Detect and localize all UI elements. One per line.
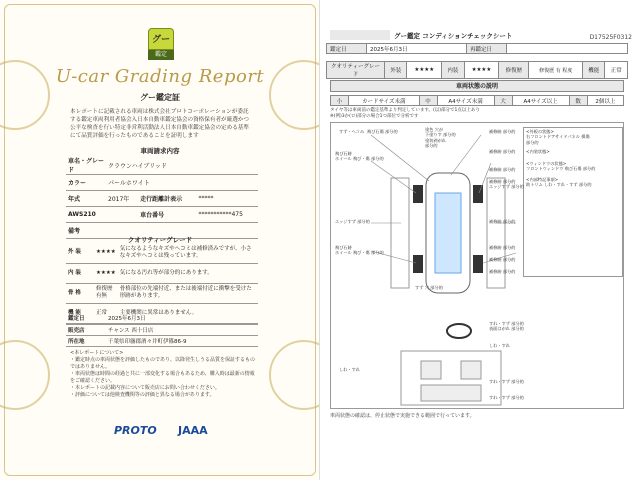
steering-wheel-icon (447, 324, 471, 338)
legend-value: A4サイズ未満 (437, 96, 494, 106)
vehicle-value: パールホワイト (106, 175, 258, 191)
damage-note: エッジすず 部分的 (335, 219, 370, 224)
damage-note: 飛び石傷 部分的 (367, 129, 398, 134)
damage-note: 飛び石跡 ホイール 飛び・傷 部分的 (335, 151, 384, 162)
repair-value: 修復歴 有 程度 (529, 62, 583, 79)
seat-front-left (421, 361, 441, 379)
damage-note: 補修跡 部分的 (489, 257, 516, 262)
damage-note: 塗色 穴が 下塗りす 部分的 塗装剥がれ 部分的 (425, 127, 456, 149)
tire-front-left (413, 185, 423, 203)
certificate-name: グー鑑定証 (140, 93, 180, 102)
damage-note: 飛び石跡 ホイール 飛び・傷 部分的 (335, 245, 384, 256)
sheet-title: グー鑑定 コンディションチェックシート (394, 32, 513, 40)
seat-front-right (461, 361, 481, 379)
leader-line (371, 161, 416, 193)
interior-rating: ★★★★ (464, 62, 499, 79)
appraisal-date-table (326, 43, 628, 54)
vehicle-key: カラー (66, 175, 106, 191)
damage-note: 補修跡 部分的 (489, 269, 516, 274)
quality-key: 内 装 (66, 263, 94, 283)
table-row (66, 283, 258, 303)
vehicle-key: 車名・グレード (68, 158, 105, 174)
appraisal-date-value: 2025年6月3日 (367, 44, 467, 54)
quality-rating: 正常 (94, 303, 118, 323)
tire-rear-left (413, 255, 423, 273)
dealer-table (66, 313, 258, 347)
recheck-date-label: 再鑑定日 (467, 44, 507, 54)
proto-logo: PROTO (114, 424, 157, 437)
damage-note: すれ・すず 部分的 (489, 379, 524, 384)
exterior-label: 外装 (385, 62, 407, 79)
dealer-key: 鑑定日 (66, 313, 106, 324)
vehicle-key: 走行距離計表示 (138, 191, 196, 207)
vehicle-section-title: 車両請求内容 (140, 147, 180, 155)
vehicle-value: クラウンハイブリッド (106, 156, 258, 175)
damage-note: 補修跡 部分的 (489, 149, 516, 154)
tire-rear-right (473, 255, 483, 273)
quality-section-title: クオリティーグレード (127, 236, 193, 244)
goo-logo-strip (330, 30, 390, 40)
function-label: 機能 (583, 62, 605, 79)
legend-key: 数 (569, 96, 587, 106)
vehicle-value: 2017年 (106, 191, 138, 207)
legend-note: タイヤ等は車両前の鑑定基準より判定しています。(以)部分で1点以上あり ※(例)3か(ロ)部分の場合1つ部位で分析です (330, 108, 480, 119)
jaaa-logo: JAAA (178, 424, 208, 437)
appraisal-date-label: 鑑定日 (327, 44, 367, 54)
quality-description: 骨格部位の先端付近、または後端付近に衝撃を受けた形跡があります。 (118, 283, 258, 303)
interior-summary: <内装状態> (526, 149, 550, 154)
legend-key: 中 (419, 96, 437, 106)
vehicle-key: 車台番号 (138, 207, 196, 223)
vehicle-value (106, 207, 138, 223)
table-row (66, 191, 258, 207)
quality-description: 気になるようなキズやヘコミは補修済みですが、小さなキズやヘコミは残っています。 (118, 243, 258, 263)
dealer-value: 2025年6月3日 (106, 313, 258, 324)
car-left-side (391, 178, 409, 288)
goo-appraisal-badge (148, 28, 174, 60)
badge-top-label: グー (148, 28, 174, 50)
legend-value: 2個以上 (587, 96, 623, 106)
recheck-date-value (507, 44, 628, 54)
legend-value: A4サイズ以上 (512, 96, 569, 106)
table-row (66, 263, 258, 283)
table-row (327, 62, 628, 79)
special-notes-summary: <内部特記事項> 助トリム しわ・すれ・すず 部分的 (526, 177, 592, 188)
document-id: D17525F0312 (589, 34, 632, 41)
legend-key: 大 (494, 96, 512, 106)
size-legend-table (330, 95, 624, 106)
damage-note: しわ・すれ (489, 343, 510, 348)
exterior-rating: ★★★★ (407, 62, 442, 79)
damage-note: しわ・すれ (339, 367, 360, 372)
table-row (66, 156, 258, 175)
quality-rating: ★★★★ (94, 263, 118, 283)
damage-note: 補修跡 部分的 (489, 167, 516, 172)
vehicle-model-code: AWS210 (66, 207, 106, 223)
dealer-key: 所在地 (66, 335, 106, 346)
quality-description: 主要機関に異常はありません。 (118, 303, 258, 323)
damage-note: すれ・すず 部分的 (489, 395, 524, 400)
quality-table (66, 243, 258, 324)
tire-front-right (473, 185, 483, 203)
damage-note: 補修跡 部分的 (489, 129, 516, 134)
damage-note: 補修跡 部分的 (489, 219, 516, 224)
table-row (66, 207, 258, 223)
exterior-summary: <外板の状態> 右フロントドアサイドパネル 損傷 部分的 (526, 129, 590, 145)
quality-key: 骨 格 (66, 283, 94, 303)
badge-bottom-label: 鑑定 (148, 50, 174, 60)
table-row (327, 44, 628, 54)
intro-text: 本レポートに記載される車両は株式会社プロトコーポレーションが委託する鑑定車両利用者協会入日本自動車鑑定協会の資格保有者が厳選かつ公平な検査を行い特定非営利活動法人日本自動車鑑定協会の定める基準にて品質評価を行ったものであることを証明します (70, 109, 250, 139)
vehicle-value: ***** (196, 191, 258, 207)
table-row (66, 335, 258, 346)
quality-rating: ★★★★ (94, 243, 118, 263)
report-title: U-car Grading Report (55, 66, 265, 87)
vehicle-key: 年式 (66, 191, 106, 207)
damage-note: すれ・すず 部分的 表面はがれ 部分的 (489, 321, 524, 332)
seat-rear (421, 385, 481, 401)
quality-rating: 修復歴有無 (94, 283, 118, 303)
dealer-key: 販売店 (66, 324, 106, 335)
vehicle-info-table (66, 156, 258, 239)
legend-key: 小 (331, 96, 349, 106)
vehicle-diagram (330, 122, 624, 409)
quality-key: 機 能 (66, 303, 94, 323)
legend-value: カードサイズ未満 (349, 96, 420, 106)
dealer-value: チャンス 西十日店 (106, 324, 258, 335)
table-row (66, 243, 258, 263)
table-row (66, 175, 258, 191)
table-row (66, 324, 258, 335)
repair-label: 修復歴 (499, 62, 529, 79)
sheet-footer-note: 車両状態の確認は、停止状態で実施できる範囲で行っています。 (330, 413, 475, 419)
report-notes: <本レポートについて> ・鑑定時点の車両状態を評価したものであり、以降発生しうる品質を保証するものではありません。 ・車両状態は時間の経過と共に一部変化する場合もあるため、購入時は最新の情報をご確認ください。 ・本レポートの記載内容について販売店にお問い合わせください。 ・評価については他検査機関等の評価と異なる場合があります。 (70, 350, 256, 398)
quality-grade-table (326, 61, 628, 79)
damage-note: 補修跡 部分的 (489, 245, 516, 250)
interior-label: 内装 (442, 62, 464, 79)
quality-description: 気になる汚れ等が部分的にあります。 (118, 263, 258, 283)
quality-key: 外 装 (66, 243, 94, 263)
vehicle-key: 備考 (66, 223, 106, 239)
table-row (331, 96, 624, 106)
window-summary: <ウィンドウの状態> フロントウィンドウ 飛び石傷 部分的 (526, 161, 596, 172)
vehicle-state-title: 車両状態の説明 (330, 80, 624, 92)
vehicle-value: ***********475 (196, 207, 258, 223)
dealer-value: 千葉県印旛郡酒々井町伊篠86-9 (106, 335, 258, 346)
table-row (66, 313, 258, 324)
damage-note: すず・ヘコみ (339, 129, 365, 134)
damage-note: 補修跡 部分的 エッジすず 部分的 (489, 179, 524, 190)
damage-note: すず 穴 部分的 (415, 285, 443, 290)
function-value: 正常 (605, 62, 628, 79)
car-glass (435, 193, 461, 273)
quality-grade-label: クオリティーグレード (327, 62, 385, 79)
